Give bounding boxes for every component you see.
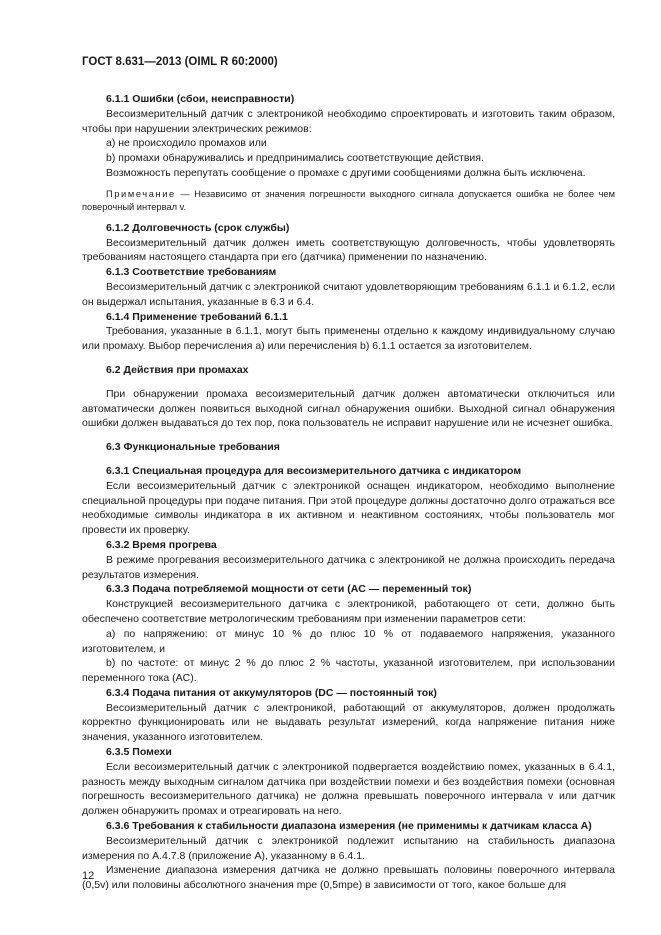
- body-paragraph: Изменение диапазона измерения датчика не должно превышать половины поверочного интервала (0,5v) или половины абсолютного значения mpe (0,5mpe) в зависимости от того, какое больше для: [82, 864, 615, 892]
- body-paragraph: b) промахи обнаруживались и предпринимались соответствующие действия.: [106, 152, 484, 165]
- body-paragraph: Если весоизмерительный датчик с электроникой подвергается воздействию помех, указанных в 6.4.1, разность между выходным сигналом датчика при воздействии помехи и без воздействия помехи (основная погрешность весоизмерительного датчика) не должна превышать поверочного интервала v или датчик должен обнаружить промах и отреагировать на него.: [82, 760, 615, 818]
- section-heading: 6.3.1 Специальная процедура для весоизмерительного датчика с индикатором: [106, 464, 522, 477]
- section-heading: 6.2 Действия при промахах: [106, 363, 249, 376]
- section-heading: 6.1.4 Применение требований 6.1.1: [106, 310, 288, 323]
- section-heading: 6.3.5 Помехи: [106, 746, 172, 759]
- body-paragraph: Если весоизмерительный датчик с электроникой оснащен индикатором, необходимо выполнение специальной процедуры при подаче питания. При этой процедуре должны достаточно долго отражаться все необходимые символы индикатора в их активном и неактивном состояниях, чтобы пользователь мог провести их проверку.: [82, 479, 615, 537]
- body-paragraph: Весоизмерительный датчик с электроникой подлежит испытанию на стабильность диапазона измерения по A.4.7.8 (приложение A), указанному в 6.4.1.: [82, 834, 615, 862]
- document-body: [82, 92, 615, 893]
- body-paragraph: Весоизмерительный датчик с электроникой считают удовлетворяющим требованиям 6.1.1 и 6.1.2, если он выдержал испытания, указанные в 6.3 и 6.4.: [82, 280, 615, 308]
- section-heading: 6.3.4 Подача питания от аккумуляторов (DC — постоянный ток): [106, 686, 437, 699]
- body-paragraph: a) не происходило промахов или: [106, 137, 267, 150]
- section-heading: 6.3.2 Время прогрева: [106, 538, 217, 551]
- document-page: [82, 56, 615, 893]
- section-heading: 6.3 Функциональные требования: [106, 441, 280, 454]
- body-paragraph: a) по напряжению: от минус 10 % до плюс 10 % от подаваемого напряжения, указанного изготовителем, и: [82, 627, 615, 655]
- section-heading: 6.1.3 Соответствие требованиям: [106, 266, 277, 279]
- section-heading: 6.3.6 Требования к стабильности диапазона измерения (не применимы к датчикам класса A): [106, 820, 592, 833]
- document-header: ГОСТ 8.631—2013 (OIML R 60:2000): [82, 56, 278, 68]
- body-paragraph: В режиме прогревания весоизмерительного датчика с электроникой не должна происходить передача результатов измерения.: [82, 553, 615, 581]
- body-paragraph: Требования, указанные в 6.1.1, могут быть применены отдельно к каждому индивидуальному случаю или промаху. Выбор перечисления a) или перечисления b) 6.1.1 остается за изготовителем.: [82, 325, 615, 353]
- body-paragraph: b) по частоте: от минус 2 % до плюс 2 % частоты, указанной изготовителем, при использовании переменного тока (AC).: [82, 657, 615, 685]
- section-heading: 6.1.2 Долговечность (срок службы): [106, 221, 290, 234]
- section-heading: 6.1.1 Ошибки (сбои, неисправности): [106, 93, 295, 105]
- note-paragraph: [82, 188, 615, 214]
- note-text: — Независимо от значения погрешности выходного сигнала допускается ошибка не более чем поверочный интервал v.: [82, 188, 615, 212]
- body-paragraph: Весоизмерительный датчик с электроникой, работающий от аккумуляторов, должен продолжать корректно функционировать или не выдавать результат измерений, когда напряжение питания ниже значения, указанного изготовителем.: [82, 701, 615, 744]
- note-label: Примечание: [106, 188, 176, 199]
- body-paragraph: Весоизмерительный датчик с электроникой необходимо спроектировать и изготовить таким образом, чтобы при нарушении электрических режимов:: [82, 107, 615, 135]
- body-paragraph: Возможность перепутать сообщение о промахе с другими сообщениями должна быть исключена.: [106, 166, 586, 179]
- body-paragraph: Весоизмерительный датчик должен иметь соответствующую долговечность, чтобы удовлетворять требованиям настоящего стандарта при его (датчика) применении по назначению.: [82, 236, 615, 264]
- body-paragraph: Конструкцией весоизмерительного датчика с электроникой, работающего от сети, должно быть обеспечено соответствие метрологическим требованиям при изменении параметров сети:: [82, 598, 615, 625]
- section-heading: 6.3.3 Подача потребляемой мощности от сети (AC — переменный ток): [106, 583, 472, 596]
- body-paragraph: При обнаружении промаха весоизмерительный датчик должен автоматически отключиться или автоматически должен появиться выходной сигнал обнаружения ошибки. Выходной сигнал обнаружения ошибки должен выдаваться до тех пор, пока пользователь не исправит нарушение или не исчезнет ошибка.: [82, 387, 615, 430]
- page-number: 12: [82, 870, 95, 882]
